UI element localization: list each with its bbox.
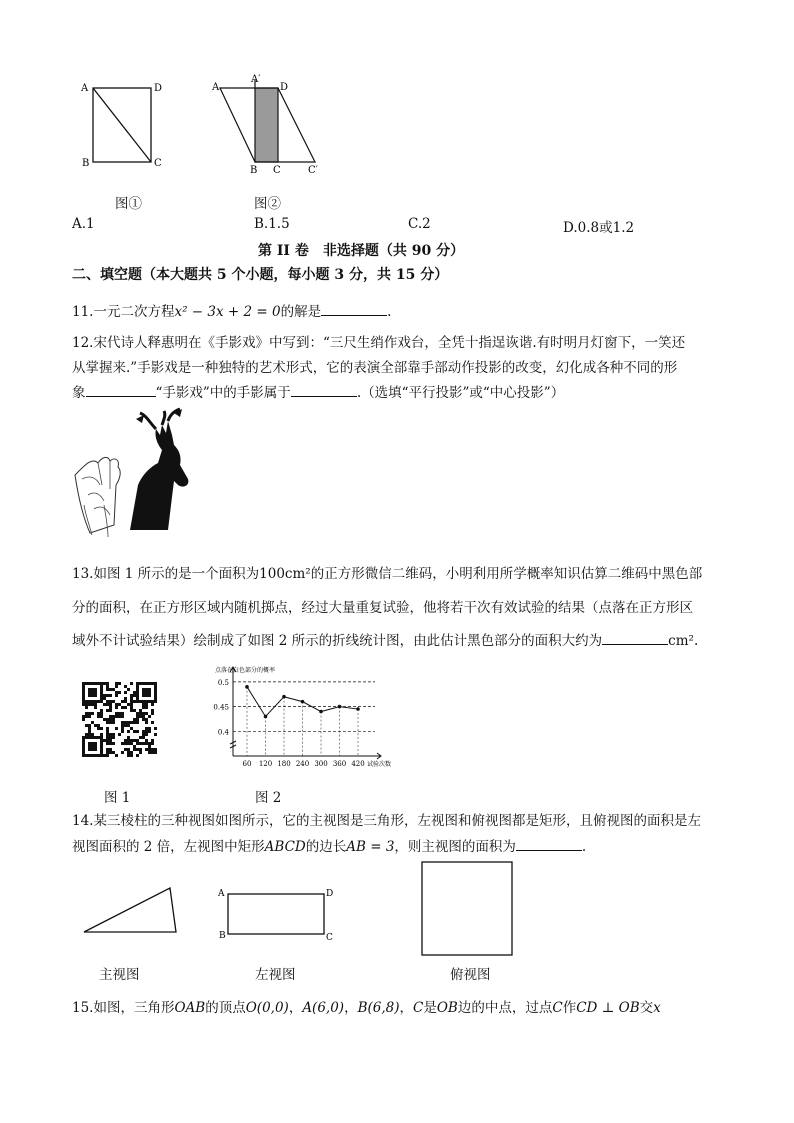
fig2-label-d: D	[280, 82, 289, 93]
fig2-caption: 图②	[254, 196, 281, 212]
option-b: B.1.5	[254, 216, 290, 232]
q12-line3	[72, 381, 564, 401]
q11-prefix: 11.一元二次方程	[72, 304, 175, 320]
fig1-label-a: A	[81, 83, 89, 94]
q13-line3-text: 域外不计试验结果）绘制成了如图 2 所示的折线统计图，由此估计黑色部分的面积大约为	[72, 633, 603, 649]
figure-2-sheared	[205, 70, 330, 180]
data-point	[264, 715, 268, 719]
fig2-label-c: C	[273, 165, 281, 176]
figure-1-rectangle	[78, 78, 168, 178]
q13-line2: 分的面积，在正方形区域内随机掷点，经过大量重复试验，他将若干次有效试验的结果（点落在正方形区	[72, 600, 693, 616]
q15-text-e: 作	[562, 1000, 577, 1016]
q15-text-c: 是	[423, 1000, 437, 1016]
q11-answer-blank[interactable]	[321, 303, 387, 316]
q14-line1: 14.某三棱柱的三种视图如图所示，它的主视图是三角形，左视图和俯视图都是矩形，且俯视图的面积是左	[72, 813, 701, 829]
q13-line1b: 的正方形微信二维码，小明利用所学概率知识估算二维码中黑色部	[310, 566, 703, 582]
x-tick-label: 240	[295, 760, 310, 768]
front-view-caption: 主视图	[99, 967, 140, 983]
q13-area: 100cm²	[259, 566, 311, 582]
q13-fig1-caption: 图 1	[104, 790, 131, 806]
q14-line2	[72, 835, 586, 855]
option-c: C.2	[408, 216, 431, 232]
q15-x: x	[653, 1000, 661, 1016]
x-tick-label: 60	[242, 760, 252, 768]
q15-text-f: 交	[639, 1000, 654, 1016]
top-view-rectangle	[418, 857, 518, 957]
q14-end: .	[581, 839, 587, 855]
fig1-label-b: B	[82, 158, 90, 169]
y-tick-label: 0.5	[217, 678, 229, 687]
probability-line-chart	[205, 664, 395, 772]
data-point	[301, 700, 305, 704]
q14-answer-blank[interactable]	[516, 838, 582, 851]
q12-line3b: “手影戏”中的手影属于	[155, 385, 291, 401]
q15-point-b: B(6,8)	[357, 1000, 400, 1016]
y-tick-label: 0.45	[213, 703, 229, 712]
q15-sep3: ，	[399, 1000, 414, 1016]
section-title: 第 II 卷 非选择题（共 90 分）	[258, 243, 465, 259]
x-tick-label: 300	[314, 760, 328, 768]
qr-code-image	[80, 681, 160, 757]
data-point	[282, 695, 286, 699]
fig1-label-d: D	[154, 83, 163, 94]
question-11	[72, 300, 391, 320]
fig2-label-b: B	[250, 165, 258, 176]
q14-line2c: ，则主视图的面积为	[394, 839, 516, 855]
option-a: A.1	[72, 216, 95, 232]
fig2-label-cprime: C′	[308, 165, 318, 176]
q11-equation: x² − 3x + 2 = 0	[174, 304, 281, 320]
q15-ob: OB	[436, 1000, 458, 1016]
x-tick-label: 420	[351, 760, 365, 768]
q15-text-d: 边的中点，过点	[457, 1000, 553, 1016]
part2-heading: 二、填空题（本大题共 5 个小题，每小题 3 分，共 15 分）	[72, 267, 449, 283]
q15-text-a: 15.如图，三角形	[72, 1000, 175, 1016]
q11-suffix: 的解是	[280, 304, 322, 320]
data-point	[245, 685, 249, 689]
q14-line2a: 视图面积的 2 倍，左视图中矩形	[72, 839, 265, 855]
q15-sep2: ，	[344, 1000, 358, 1016]
y-tick-label: 0.4	[217, 728, 229, 737]
q15-sep1: ，	[288, 1000, 303, 1016]
q14-abcd: ABCD	[264, 839, 306, 855]
q14-ab: AB = 3	[346, 839, 395, 855]
q13-fig2-caption: 图 2	[255, 790, 282, 806]
q15-perp: CD ⊥ OB	[576, 1000, 640, 1016]
q13-unit: cm²	[668, 633, 694, 649]
q12-blank-1[interactable]	[86, 384, 156, 397]
q12-line3c: .（选填“平行投影”或“中心投影”）	[356, 385, 565, 401]
q15-oab: OAB	[174, 1000, 206, 1016]
left-view-caption: 左视图	[255, 967, 296, 983]
left-view-label-a: A	[218, 889, 225, 899]
hand-shadow-illustration	[70, 405, 195, 545]
data-point	[356, 707, 360, 711]
q13-answer-blank[interactable]	[602, 632, 668, 645]
q13-line1-text: 13.如图 1 所示的是一个面积为	[72, 566, 260, 582]
data-point	[319, 710, 323, 714]
fig1-caption: 图①	[115, 196, 142, 212]
q12-line3a: 象	[72, 385, 86, 401]
left-view-label-d: D	[326, 889, 334, 899]
q12-line1: 12.宋代诗人释惠明在《手影戏》中写到：“三尺生绡作戏台，全凭十指逞诙谐.有时明月灯窗下，一笑还	[72, 335, 686, 351]
x-tick-label: 120	[258, 760, 273, 768]
fig2-label-aprime: A′	[251, 74, 261, 85]
y-axis-label: 点落在白色部分的概率	[215, 667, 276, 674]
q15-text-b: 的顶点	[205, 1000, 246, 1016]
q13-end: .	[693, 633, 699, 649]
q11-end: .	[387, 304, 392, 320]
fig1-label-c: C	[154, 158, 162, 169]
q13-line1	[72, 562, 702, 582]
question-15	[72, 996, 661, 1016]
q15-point-c: C	[413, 1000, 424, 1016]
q15-point-a: A(6,0)	[302, 1000, 345, 1016]
x-tick-label: 180	[277, 760, 291, 768]
left-view-label-c: C	[326, 933, 333, 943]
x-axis-label: 试验次数	[366, 761, 391, 768]
q14-line2b: 的边长	[305, 839, 347, 855]
left-view-label-b: B	[219, 931, 226, 941]
top-view-caption: 俯视图	[450, 967, 491, 983]
q15-point-o: O(0,0)	[245, 1000, 289, 1016]
q13-line3	[72, 629, 698, 649]
data-point	[338, 705, 342, 709]
q12-line2: 从掌握来.”手影戏是一种独特的艺术形式，它的表演全部靠手部动作投影的改变，幻化成各种不同的形	[72, 360, 678, 376]
q12-blank-2[interactable]	[291, 384, 357, 397]
left-view-rectangle	[216, 882, 334, 944]
fig2-label-a: A	[212, 82, 220, 93]
x-tick-label: 360	[332, 760, 347, 768]
front-view-triangle	[80, 880, 180, 940]
q15-point-c2: C	[552, 1000, 563, 1016]
option-d: D.0.8或1.2	[563, 220, 635, 236]
